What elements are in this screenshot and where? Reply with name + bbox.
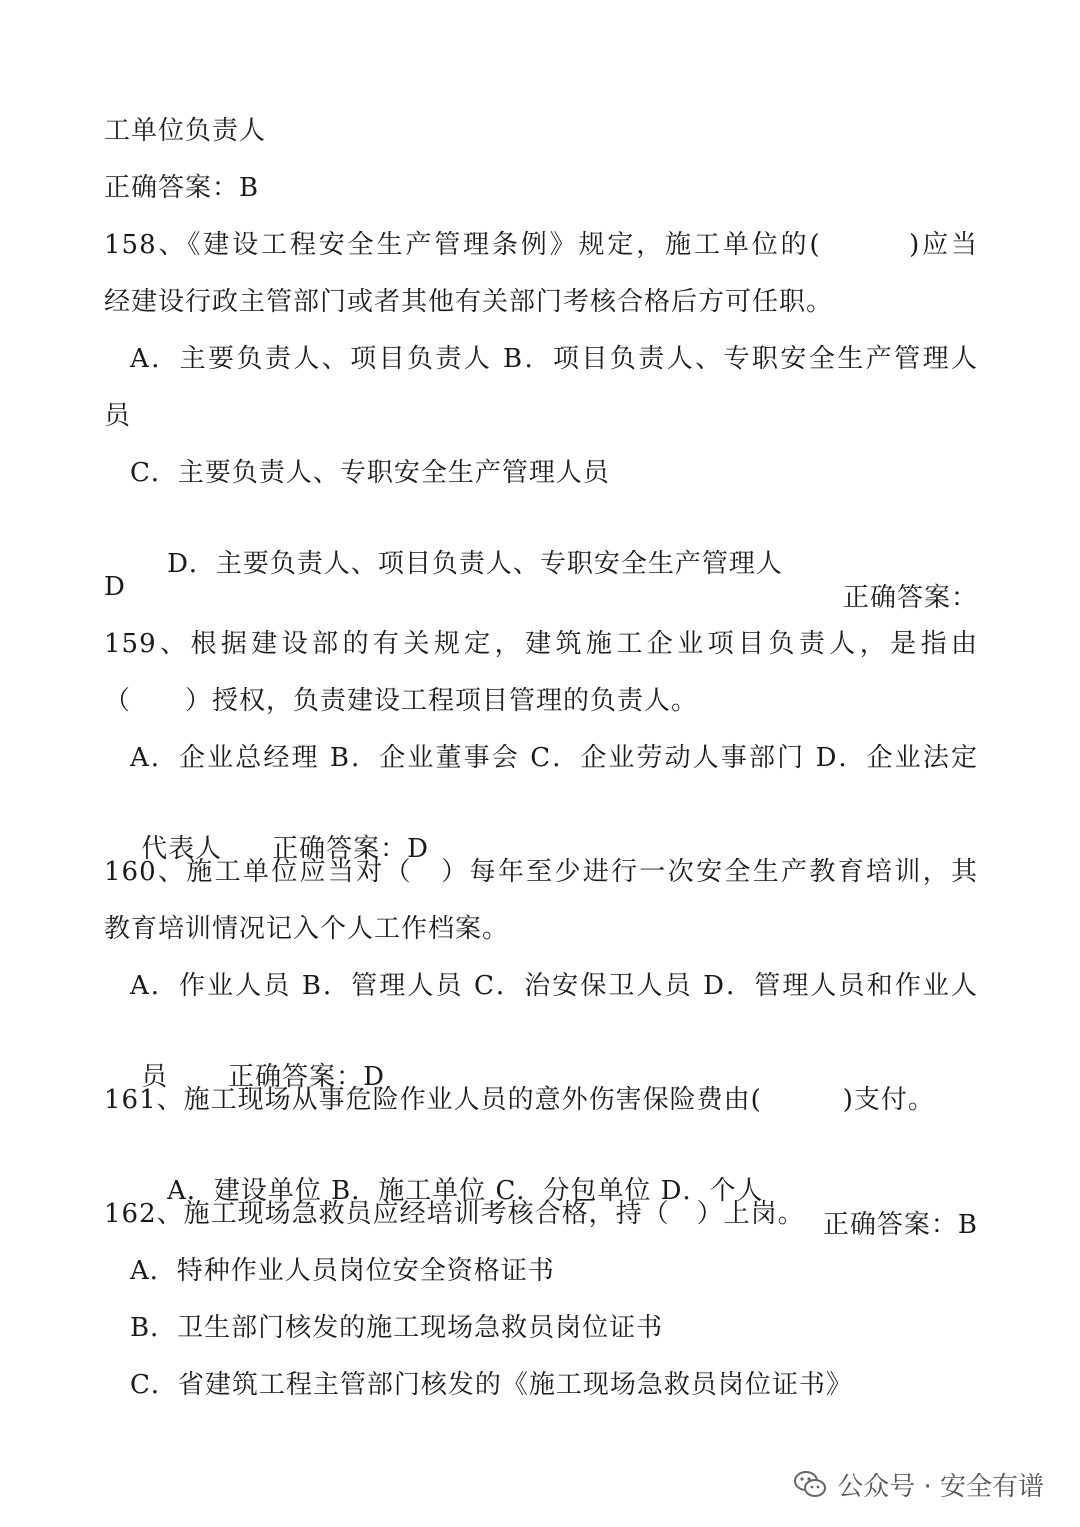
option-line: A．企业总经理 B．企业董事会 C．企业劳动人事部门 D．企业法定 <box>130 743 978 773</box>
answer-value: D <box>104 572 126 602</box>
option-text: A．建设单位 B．施工单位 C．分包单位 D．个人 <box>167 1176 764 1206</box>
option-text: 员 <box>141 1062 169 1092</box>
question-160-line-2: 教育培训情况记入个人工作档案。 <box>104 914 510 944</box>
answer-line: 正确答案：B <box>104 173 260 203</box>
answer-label: 正确答案：D <box>272 834 429 864</box>
watermark-text: 公众号 · 安全有谱 <box>837 1471 1044 1502</box>
answer-label: 正确答案：D <box>228 1062 385 1092</box>
watermark <box>793 1464 1044 1504</box>
question-162-line-1: 162、施工现场急救员应经培训考核合格，持（ ）上岗。 <box>104 1199 805 1229</box>
option-line: C．主要负责人、专职安全生产管理人员 <box>130 458 610 488</box>
answer-label: 正确答案：B <box>822 1210 978 1240</box>
question-161-line-1: 161、施工现场从事危险作业人员的意外伤害保险费由( )支付。 <box>104 1085 935 1115</box>
question-158-line-1: 158、《建设工程安全生产管理条例》规定，施工单位的( )应当 <box>104 230 978 260</box>
option-line: A．特种作业人员岗位安全资格证书 <box>130 1256 555 1286</box>
answer-label: 正确答案： <box>842 583 978 613</box>
option-line: A．主要负责人、项目负责人 B．项目负责人、专职安全生产管理人 <box>130 344 978 374</box>
option-line: B．卫生部门核发的施工现场急救员岗位证书 <box>130 1313 664 1343</box>
option-line: A．作业人员 B．管理人员 C．治安保卫人员 D．管理人员和作业人 <box>130 971 978 1001</box>
option-line-wrap: 员 <box>104 401 132 431</box>
question-159-line-2: （ ）授权，负责建设工程项目管理的负责人。 <box>104 686 699 716</box>
question-158-line-2: 经建设行政主管部门或者其他有关部门考核合格后方可任职。 <box>104 287 834 317</box>
option-text: D．主要负责人、项目负责人、专职安全生产管理人 <box>167 549 783 579</box>
question-159-line-1: 159、根据建设部的有关规定，建筑施工企业项目负责人，是指由 <box>104 629 978 659</box>
option-line: C．省建筑工程主管部门核发的《施工现场急救员岗位证书》 <box>130 1370 853 1400</box>
option-text: 代表人 <box>141 834 223 864</box>
wechat-icon <box>793 1469 827 1499</box>
question-160-line-1: 160、施工单位应当对（ ）每年至少进行一次安全生产教育培训，其 <box>104 857 978 887</box>
text-line: 工单位负责人 <box>104 116 267 146</box>
